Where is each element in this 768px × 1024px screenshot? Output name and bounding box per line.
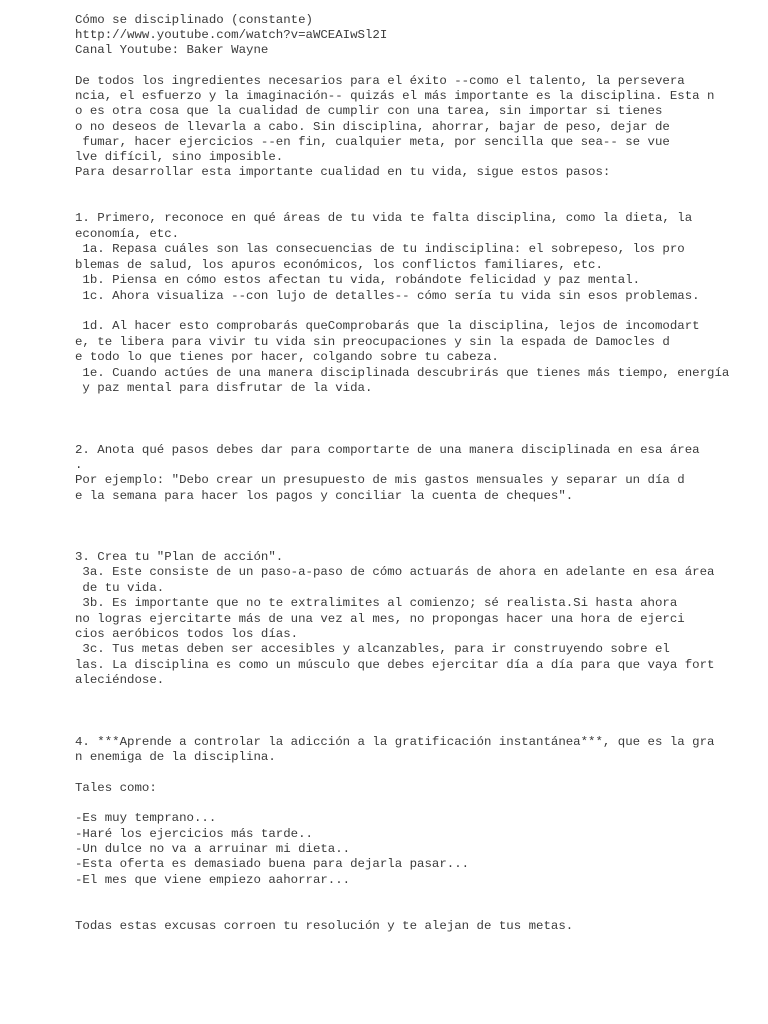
step-3-line: 3. Crea tu "Plan de acción". (75, 550, 284, 564)
step-3b-line: 3b. Es importante que no te extralimites al comienzo; sé realista.Si hasta ahora (75, 596, 678, 610)
step-1-line: 1. Primero, reconoce en qué áreas de tu vida te falta disciplina, como la dieta, la (75, 211, 693, 225)
step-1d-line: e, te libera para vivir tu vida sin preocupaciones y sin la espada de Damocles d (75, 335, 670, 349)
intro-line: ncia, el esfuerzo y la imaginación-- quizás el más importante es la disciplina. Esta n (75, 89, 715, 103)
step-1e-line: 1e. Cuando actúes de una manera disciplinada descubrirás que tienes más tiempo, energía (75, 366, 730, 380)
step-1c-line: 1c. Ahora visualiza --con lujo de detalles-- cómo sería tu vida sin esos problemas. (75, 289, 700, 303)
intro-line: o es otra cosa que la cualidad de cumplir con una tarea, sin importar si tienes (75, 104, 663, 118)
excuse-item: -Un dulce no va a arruinar mi dieta.. (75, 842, 351, 856)
step-1a-line: 1a. Repasa cuáles son las consecuencias de tu indisciplina: el sobrepeso, los pro (75, 242, 685, 256)
step-1-line: economía, etc. (75, 227, 180, 241)
document-title: Cómo se disciplinado (constante) (75, 13, 313, 27)
step-2-line: 2. Anota qué pasos debes dar para comportarte de una manera disciplinada en esa área (75, 443, 700, 457)
intro-line: o no deseos de llevarla a cabo. Sin disciplina, ahorrar, bajar de peso, dejar de (75, 120, 670, 134)
step-1b-line: 1b. Piensa en cómo estos afectan tu vida, robándote felicidad y paz mental. (75, 273, 641, 287)
step-2-example-line: e la semana para hacer los pagos y conciliar la cuenta de cheques". (75, 489, 574, 503)
step-4-line: n enemiga de la disciplina. (75, 750, 276, 764)
step-3c-line: 3c. Tus metas deben ser accesibles y alcanzables, para ir construyendo sobre el (75, 642, 670, 656)
step-3a-line: de tu vida. (75, 581, 165, 595)
step-3c-line: las. La disciplina es como un músculo que debes ejercitar día a día para que vaya fort (75, 658, 715, 672)
step-2-line: . (75, 458, 83, 472)
intro-line: fumar, hacer ejercicios --en fin, cualquier meta, por sencilla que sea-- se vue (75, 135, 670, 149)
excuse-item: -Esta oferta es demasiado buena para dejarla pasar... (75, 857, 470, 871)
step-1d-line: e todo lo que tienes por hacer, colgando sobre tu cabeza. (75, 350, 499, 364)
step-3c-line: aleciéndose. (75, 673, 165, 687)
intro-line: lve difícil, sino imposible. (75, 150, 284, 164)
intro-line: De todos los ingredientes necesarios para el éxito --como el talento, la persevera (75, 74, 685, 88)
source-url: http://www.youtube.com/watch?v=aWCEAIwSl2I (75, 28, 388, 42)
step-3b-line: no logras ejercitarte más de una vez al mes, no propongas hacer una hora de ejerci (75, 612, 685, 626)
step-1d-line: 1d. Al hacer esto comprobarás queComprobarás que la disciplina, lejos de incomodart (75, 319, 700, 333)
excuse-item: -Haré los ejercicios más tarde.. (75, 827, 313, 841)
excuse-item: -El mes que viene empiezo aahorrar... (75, 873, 351, 887)
excuse-item: -Es muy temprano... (75, 811, 217, 825)
examples-heading: Tales como: (75, 781, 157, 795)
step-3b-line: cios aeróbicos todos los días. (75, 627, 299, 641)
step-1e-line: y paz mental para disfrutar de la vida. (75, 381, 373, 395)
step-4-line: 4. ***Aprende a controlar la adicción a la gratificación instantánea***, que es la gra (75, 735, 715, 749)
step-1a-line: blemas de salud, los apuros económicos, los conflictos familiares, etc. (75, 258, 603, 272)
step-2-example-line: Por ejemplo: "Debo crear un presupuesto de mis gastos mensuales y separar un día d (75, 473, 685, 487)
step-3a-line: 3a. Este consiste de un paso-a-paso de cómo actuarás de ahora en adelante en esa área (75, 565, 715, 579)
closing-line: Todas estas excusas corroen tu resolución y te alejan de tus metas. (75, 919, 574, 933)
intro-line: Para desarrollar esta importante cualidad en tu vida, sigue estos pasos: (75, 165, 611, 179)
channel-line: Canal Youtube: Baker Wayne (75, 43, 269, 57)
